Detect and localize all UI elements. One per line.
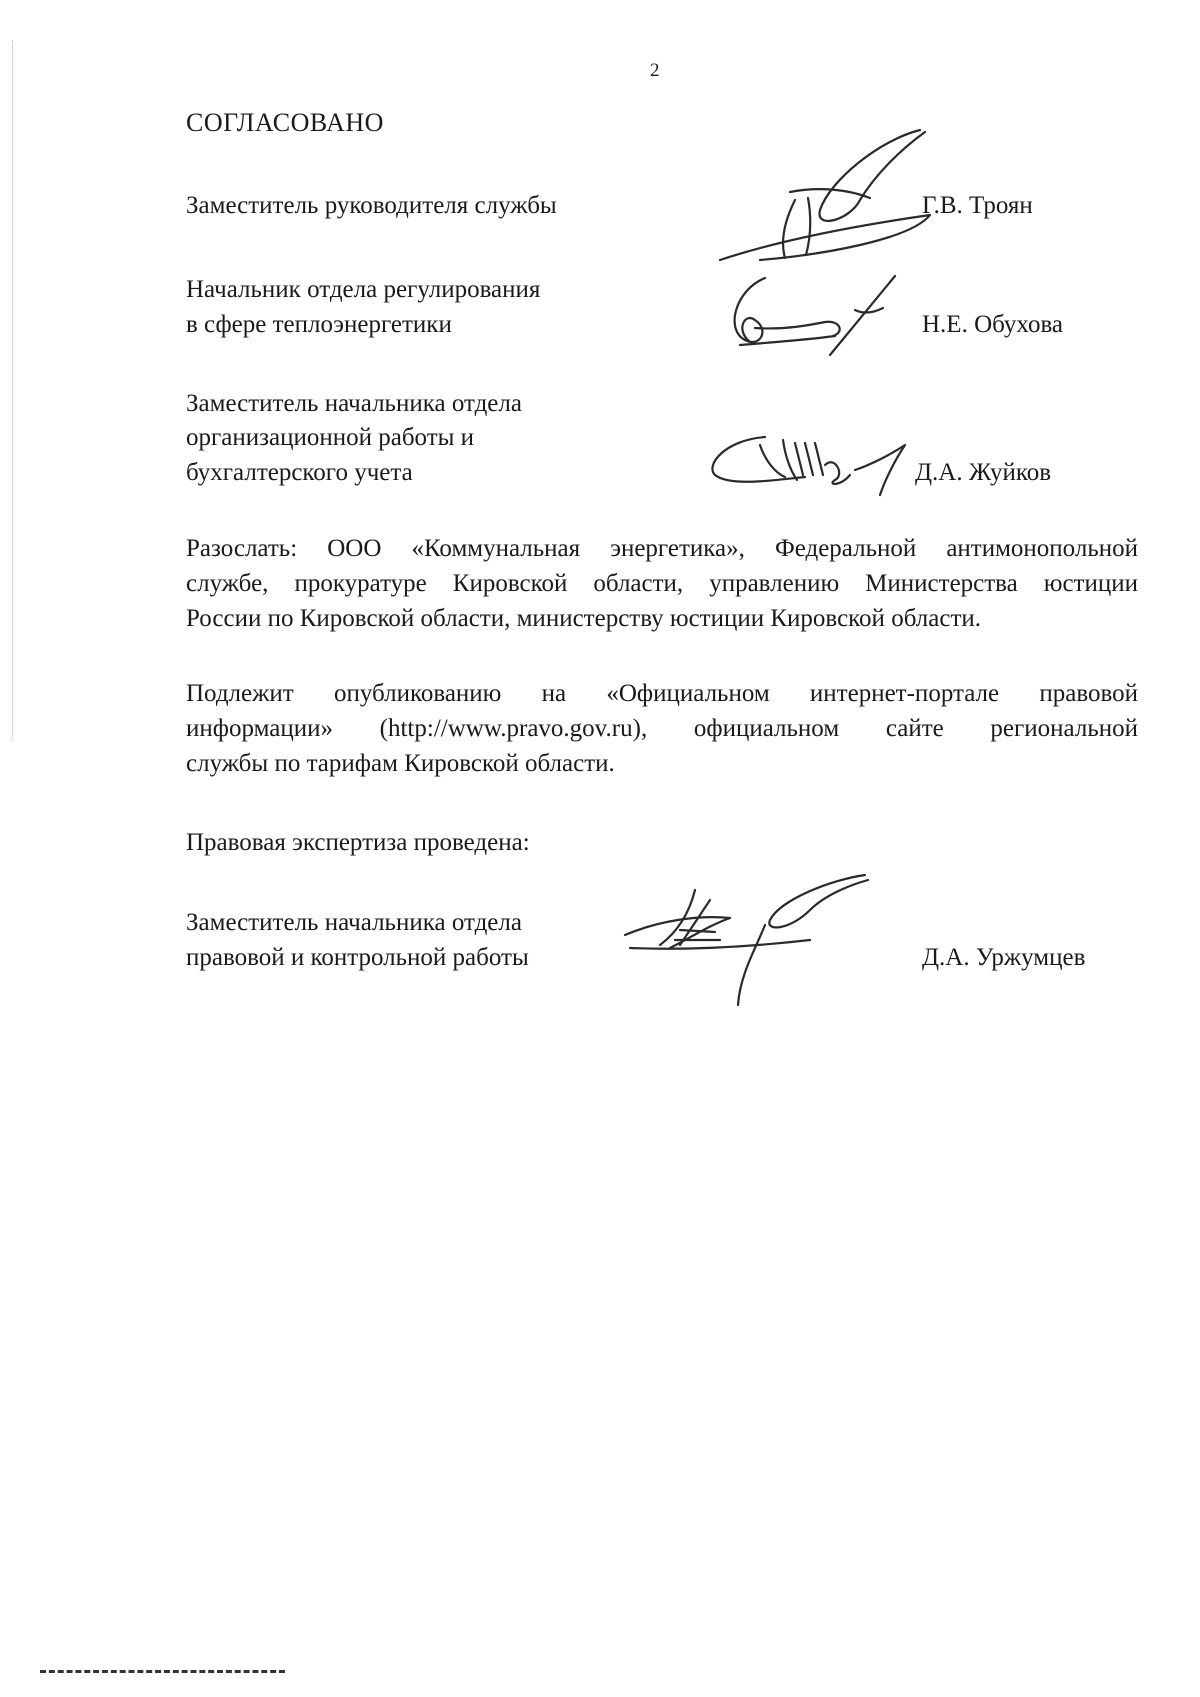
signatory-3-position-line-1: Заместитель начальника отдела bbox=[186, 390, 522, 417]
distribution-line: России по Кировской области, министерству юстиции Кировской области. bbox=[186, 605, 982, 632]
signatory-2-position-line-1: Начальник отдела регулирования bbox=[186, 276, 541, 303]
legal-review-name: Д.А. Уржумцев bbox=[922, 944, 1086, 971]
publication-paragraph bbox=[186, 676, 1138, 781]
distribution-line: Разослать: ООО «Коммунальная энергетика», Федеральной антимонопольной bbox=[186, 535, 1138, 562]
approval-heading: СОГЛАСОВАНО bbox=[186, 108, 384, 137]
legal-review-position-line-2: правовой и контрольной работы bbox=[186, 944, 529, 971]
signatory-3-position-line-2: организационной работы и bbox=[186, 424, 475, 451]
signature-1 bbox=[700, 120, 940, 280]
signatory-1-position: Заместитель руководителя службы bbox=[186, 192, 557, 219]
distribution-paragraph bbox=[186, 531, 1138, 636]
page-number: 2 bbox=[650, 60, 660, 81]
signature-2 bbox=[715, 270, 905, 360]
signatory-3-position-line-3: бухгалтерского учета bbox=[186, 459, 413, 486]
publication-line: информации» (http://www.pravo.gov.ru), официальном сайте региональной bbox=[186, 715, 1138, 742]
signatory-1-name: Г.В. Троян bbox=[922, 192, 1033, 219]
publication-line: Подлежит опубликованию на «Официальном интернет-портале правовой bbox=[186, 680, 1138, 707]
legal-review-label: Правовая экспертиза проведена: bbox=[186, 829, 530, 856]
signature-3 bbox=[705, 425, 925, 505]
signatory-2-position-line-2: в сфере теплоэнергетики bbox=[186, 311, 452, 338]
bottom-rule bbox=[40, 1670, 285, 1673]
legal-review-position-line-1: Заместитель начальника отдела bbox=[186, 909, 522, 936]
scan-margin-artifact bbox=[12, 40, 14, 740]
distribution-line: службе, прокуратуре Кировской области, управлению Министерства юстиции bbox=[186, 570, 1138, 597]
signature-4 bbox=[620, 870, 880, 1010]
publication-line: службы по тарифам Кировской области. bbox=[186, 750, 615, 777]
signatory-2-name: Н.Е. Обухова bbox=[922, 311, 1064, 338]
signatory-3-name: Д.А. Жуйков bbox=[915, 459, 1052, 486]
